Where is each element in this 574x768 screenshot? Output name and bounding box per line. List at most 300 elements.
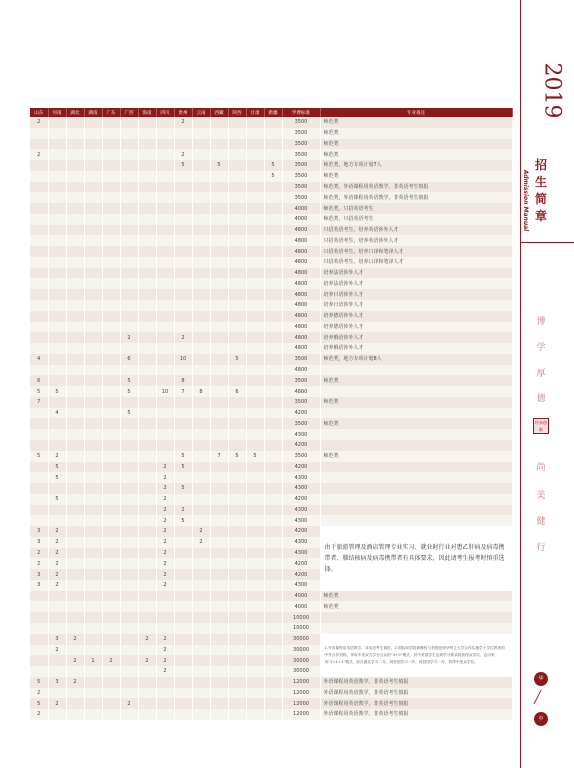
quota-cell <box>210 128 228 139</box>
quota-cell <box>156 311 174 322</box>
quota-cell <box>138 462 156 473</box>
quota-cell <box>174 278 192 289</box>
quota-cell <box>102 171 120 182</box>
tuition-cell: 4300 <box>282 580 320 591</box>
quota-cell <box>156 451 174 462</box>
table-header-row <box>30 108 512 117</box>
quota-cell <box>102 322 120 333</box>
quota-cell <box>264 601 282 612</box>
quota-cell <box>66 214 84 225</box>
quota-cell <box>120 278 138 289</box>
tuition-cell: 4800 <box>282 300 320 311</box>
table-row <box>30 235 512 246</box>
quota-cell <box>48 149 66 160</box>
quota-cell <box>228 311 246 322</box>
quota-cell <box>210 343 228 354</box>
year-text: 2019 <box>539 62 565 118</box>
quota-cell: 2 <box>156 537 174 548</box>
quota-cell <box>120 246 138 257</box>
table-row <box>30 225 512 236</box>
quota-cell <box>120 709 138 720</box>
tuition-cell: 3500 <box>282 418 320 429</box>
quota-cell <box>120 311 138 322</box>
quota-cell <box>192 311 210 322</box>
quota-cell <box>120 365 138 376</box>
table-row <box>30 612 512 623</box>
quota-cell <box>102 203 120 214</box>
quota-cell <box>174 709 192 720</box>
quota-cell <box>102 515 120 526</box>
quota-cell <box>192 666 210 677</box>
remark-cell: 只招英语考生，培养英语涉外人才 <box>320 225 512 236</box>
quota-cell: 2 <box>30 149 48 160</box>
remark-cell: 师范类 <box>320 451 512 462</box>
quota-cell <box>192 558 210 569</box>
quota-cell <box>138 160 156 171</box>
quota-cell <box>138 429 156 440</box>
quota-cell <box>210 365 228 376</box>
quota-cell <box>138 623 156 634</box>
tuition-cell: 12000 <box>282 698 320 709</box>
tuition-cell: 4800 <box>282 343 320 354</box>
quota-cell <box>48 311 66 322</box>
quota-cell <box>156 257 174 268</box>
quota-cell <box>102 634 120 645</box>
quota-cell <box>48 268 66 279</box>
quota-cell: 6 <box>120 354 138 365</box>
quota-cell <box>84 160 102 171</box>
quota-cell: 5 <box>48 472 66 483</box>
quota-cell <box>84 709 102 720</box>
quota-cell <box>246 354 264 365</box>
quota-cell <box>174 580 192 591</box>
column-header: 贵州 <box>174 108 192 117</box>
quota-cell <box>210 418 228 429</box>
quota-cell <box>156 278 174 289</box>
remark-cell: 外语课程用英语教学，非英语考生慎报 <box>320 677 512 688</box>
quota-cell <box>102 343 120 354</box>
quota-cell <box>30 634 48 645</box>
tuition-cell: 3500 <box>282 182 320 193</box>
quota-cell <box>66 580 84 591</box>
table-row <box>30 472 512 483</box>
quota-cell <box>66 548 84 559</box>
quota-cell <box>66 192 84 203</box>
quota-cell <box>156 440 174 451</box>
quota-cell <box>174 666 192 677</box>
quota-cell: 4 <box>48 408 66 419</box>
quota-cell <box>228 278 246 289</box>
quota-cell <box>192 677 210 688</box>
remark-cell: 师范类 <box>320 171 512 182</box>
quota-cell <box>210 440 228 451</box>
quota-cell <box>228 332 246 343</box>
tuition-cell: 4300 <box>282 472 320 483</box>
quota-cell <box>120 289 138 300</box>
quota-cell <box>264 149 282 160</box>
tuition-cell: 4300 <box>282 429 320 440</box>
quota-cell: 10 <box>174 354 192 365</box>
quota-cell <box>210 677 228 688</box>
quota-cell <box>192 655 210 666</box>
quota-cell <box>174 526 192 537</box>
quota-cell <box>228 246 246 257</box>
quota-cell <box>66 386 84 397</box>
quota-cell <box>48 666 66 677</box>
table-row <box>30 214 512 225</box>
quota-cell <box>246 515 264 526</box>
quota-cell <box>138 257 156 268</box>
quota-cell <box>138 268 156 279</box>
quota-cell <box>84 494 102 505</box>
quota-cell <box>102 472 120 483</box>
table-row <box>30 354 512 365</box>
quota-cell <box>210 408 228 419</box>
quota-cell <box>48 139 66 150</box>
quota-cell <box>192 601 210 612</box>
quota-cell <box>156 117 174 128</box>
quota-cell <box>246 472 264 483</box>
quota-cell <box>48 257 66 268</box>
quota-cell <box>84 192 102 203</box>
quota-cell <box>264 182 282 193</box>
quota-cell <box>228 494 246 505</box>
quota-cell <box>228 214 246 225</box>
quota-cell <box>102 149 120 160</box>
quota-cell <box>246 235 264 246</box>
column-header: 新疆 <box>264 108 282 117</box>
quota-cell <box>102 698 120 709</box>
column-header: 西藏 <box>210 108 228 117</box>
quota-cell <box>192 591 210 602</box>
quota-cell <box>66 117 84 128</box>
quota-cell <box>246 505 264 516</box>
tuition-cell: 12000 <box>282 709 320 720</box>
quota-cell: 2 <box>156 666 174 677</box>
quota-cell <box>192 483 210 494</box>
quota-cell <box>192 451 210 462</box>
quota-cell <box>84 645 102 656</box>
quota-cell: 2 <box>48 698 66 709</box>
quota-cell <box>66 246 84 257</box>
quota-cell <box>84 214 102 225</box>
quota-cell: 2 <box>48 537 66 548</box>
tuition-cell: 4200 <box>282 440 320 451</box>
quota-cell <box>210 235 228 246</box>
table-row <box>30 677 512 688</box>
quota-cell <box>102 139 120 150</box>
tuition-cell: 3500 <box>282 117 320 128</box>
quota-cell <box>120 623 138 634</box>
quota-cell <box>210 580 228 591</box>
quota-cell <box>228 235 246 246</box>
quota-cell <box>210 117 228 128</box>
title-char: 章 <box>534 209 547 223</box>
quota-cell <box>138 171 156 182</box>
remark-cell <box>320 612 512 623</box>
quota-cell <box>264 214 282 225</box>
motto-char: 尚 <box>536 463 546 473</box>
remark-cell: 师范类，只招英语考生 <box>320 203 512 214</box>
quota-cell <box>210 666 228 677</box>
manual-english-title <box>519 160 533 240</box>
quota-cell <box>174 537 192 548</box>
quota-cell: 2 <box>156 645 174 656</box>
quota-cell <box>84 246 102 257</box>
quota-cell <box>138 515 156 526</box>
year-label <box>540 50 564 130</box>
quota-cell: 2 <box>48 548 66 559</box>
table-row <box>30 591 512 602</box>
quota-cell <box>120 688 138 699</box>
remark-cell: 培养日语涉外人才 <box>320 300 512 311</box>
quota-cell <box>192 429 210 440</box>
quota-cell: 5 <box>174 160 192 171</box>
quota-cell <box>48 612 66 623</box>
quota-cell <box>48 117 66 128</box>
quota-cell: 5 <box>48 386 66 397</box>
quota-cell: 2 <box>48 558 66 569</box>
motto-char: 健 <box>536 517 546 527</box>
quota-cell <box>30 257 48 268</box>
quota-cell <box>246 698 264 709</box>
quota-cell: 3 <box>48 677 66 688</box>
quota-cell <box>66 203 84 214</box>
quota-cell: 2 <box>156 505 174 516</box>
tuition-cell: 4000 <box>282 203 320 214</box>
quota-cell <box>210 645 228 656</box>
quota-cell <box>210 332 228 343</box>
quota-cell <box>84 386 102 397</box>
column-header: 湖南 <box>84 108 102 117</box>
quota-cell <box>264 278 282 289</box>
quota-cell <box>48 225 66 236</box>
quota-cell <box>210 569 228 580</box>
tuition-cell: 10000 <box>282 623 320 634</box>
quota-cell <box>138 397 156 408</box>
quota-cell <box>102 451 120 462</box>
column-header: 广东 <box>102 108 120 117</box>
quota-cell <box>30 645 48 656</box>
table-row <box>30 429 512 440</box>
table-row <box>30 418 512 429</box>
quota-cell <box>210 375 228 386</box>
quota-cell <box>84 666 102 677</box>
quota-cell: 2 <box>66 655 84 666</box>
quota-cell <box>246 117 264 128</box>
motto-char: 行 <box>536 543 546 553</box>
manual-chinese-title <box>533 157 549 225</box>
table-row <box>30 386 512 397</box>
quota-cell <box>228 612 246 623</box>
quota-cell <box>120 645 138 656</box>
merged-note-cell: 由于旅游管理及酒店管理专业实习、就业时行业对患乙肝病及病毒携带者、肺结核病及病毒携带者有具体要求，因此请考生报考时慎重选择。 <box>320 526 512 591</box>
quota-cell <box>264 483 282 494</box>
quota-cell <box>174 558 192 569</box>
quota-cell <box>102 128 120 139</box>
quota-cell <box>102 300 120 311</box>
quota-cell <box>192 128 210 139</box>
quota-cell: 5 <box>30 677 48 688</box>
quota-cell <box>102 526 120 537</box>
quota-cell <box>192 548 210 559</box>
quota-cell: 7 <box>210 451 228 462</box>
quota-cell <box>48 483 66 494</box>
remark-cell: 培养俄语涉外人才 <box>320 332 512 343</box>
quota-cell <box>156 429 174 440</box>
quota-cell <box>264 698 282 709</box>
quota-cell <box>66 451 84 462</box>
quota-cell <box>30 225 48 236</box>
quota-cell <box>102 494 120 505</box>
quota-cell <box>228 688 246 699</box>
quota-cell: 2 <box>120 698 138 709</box>
quota-cell <box>192 505 210 516</box>
quota-cell <box>192 192 210 203</box>
quota-cell <box>66 182 84 193</box>
quota-cell <box>66 537 84 548</box>
quota-cell <box>66 332 84 343</box>
tuition-cell: 4800 <box>282 257 320 268</box>
quota-cell <box>264 235 282 246</box>
quota-cell <box>228 343 246 354</box>
quota-cell <box>66 160 84 171</box>
quota-cell <box>66 257 84 268</box>
quota-cell <box>84 117 102 128</box>
quota-cell <box>228 634 246 645</box>
motto-char: 学 <box>536 343 546 353</box>
quota-cell <box>156 322 174 333</box>
quota-cell <box>66 278 84 289</box>
quota-cell <box>102 418 120 429</box>
quota-cell: 5 <box>174 483 192 494</box>
quota-cell <box>210 494 228 505</box>
remark-cell: 只招英语考生，培养英语涉外人才 <box>320 235 512 246</box>
quota-cell <box>228 440 246 451</box>
table-row <box>30 171 512 182</box>
table-row <box>30 149 512 160</box>
quota-cell <box>30 128 48 139</box>
quota-cell <box>246 440 264 451</box>
table-row <box>30 139 512 150</box>
quota-cell <box>138 418 156 429</box>
tuition-cell: 3500 <box>282 192 320 203</box>
quota-cell <box>138 666 156 677</box>
quota-cell <box>228 128 246 139</box>
motto-char: 厚 <box>536 369 546 379</box>
quota-cell: 2 <box>138 655 156 666</box>
quota-cell <box>210 688 228 699</box>
quota-cell <box>66 515 84 526</box>
quota-cell <box>102 505 120 516</box>
quota-cell <box>66 688 84 699</box>
page-badge-right: 中 <box>534 712 548 726</box>
quota-cell <box>138 300 156 311</box>
quota-cell <box>210 537 228 548</box>
quota-cell <box>156 397 174 408</box>
quota-cell <box>120 634 138 645</box>
quota-cell <box>30 343 48 354</box>
quota-cell: 2 <box>48 580 66 591</box>
quota-cell <box>156 365 174 376</box>
page-badge-left: 华 <box>534 672 548 686</box>
quota-cell <box>84 688 102 699</box>
quota-cell <box>138 182 156 193</box>
quota-cell <box>120 268 138 279</box>
quota-cell: 5 <box>246 451 264 462</box>
quota-cell <box>264 677 282 688</box>
remark-cell: 外语课程用英语教学，非英语考生慎报 <box>320 688 512 699</box>
quota-cell <box>156 171 174 182</box>
quota-cell <box>120 558 138 569</box>
tuition-cell: 4200 <box>282 462 320 473</box>
remark-cell <box>320 408 512 419</box>
quota-cell: 2 <box>48 451 66 462</box>
quota-cell <box>120 139 138 150</box>
motto-char: 博 <box>536 317 546 327</box>
quota-cell <box>120 343 138 354</box>
quota-cell <box>66 601 84 612</box>
quota-cell <box>120 429 138 440</box>
quota-cell <box>30 462 48 473</box>
quota-cell <box>246 397 264 408</box>
quota-cell <box>48 515 66 526</box>
quota-cell <box>138 548 156 559</box>
quota-cell <box>138 365 156 376</box>
quota-cell <box>192 139 210 150</box>
quota-cell <box>174 203 192 214</box>
quota-cell <box>84 526 102 537</box>
quota-cell <box>174 569 192 580</box>
quota-cell <box>246 257 264 268</box>
quota-cell <box>192 214 210 225</box>
quota-cell <box>84 612 102 623</box>
tuition-cell: 4300 <box>282 548 320 559</box>
quota-cell <box>120 580 138 591</box>
quota-cell <box>138 214 156 225</box>
quota-cell <box>156 601 174 612</box>
quota-cell <box>102 591 120 602</box>
column-header: 湖北 <box>66 108 84 117</box>
quota-cell <box>264 580 282 591</box>
quota-cell <box>156 709 174 720</box>
quota-cell <box>264 515 282 526</box>
quota-cell <box>48 235 66 246</box>
quota-cell: 5 <box>228 451 246 462</box>
quota-cell <box>246 548 264 559</box>
remark-cell <box>320 483 512 494</box>
quota-cell <box>228 645 246 656</box>
quota-cell <box>174 645 192 656</box>
quota-cell <box>30 278 48 289</box>
quota-cell <box>246 386 264 397</box>
quota-cell <box>48 343 66 354</box>
quota-cell: 2 <box>156 515 174 526</box>
tuition-cell: 4000 <box>282 214 320 225</box>
quota-cell <box>48 375 66 386</box>
quota-cell <box>120 214 138 225</box>
quota-cell <box>264 418 282 429</box>
tuition-cell: 4800 <box>282 289 320 300</box>
quota-cell <box>84 408 102 419</box>
quota-cell <box>102 278 120 289</box>
table-row <box>30 343 512 354</box>
quota-cell <box>48 591 66 602</box>
table-row <box>30 688 512 699</box>
quota-cell <box>156 203 174 214</box>
quota-cell <box>264 537 282 548</box>
tuition-cell: 3500 <box>282 375 320 386</box>
